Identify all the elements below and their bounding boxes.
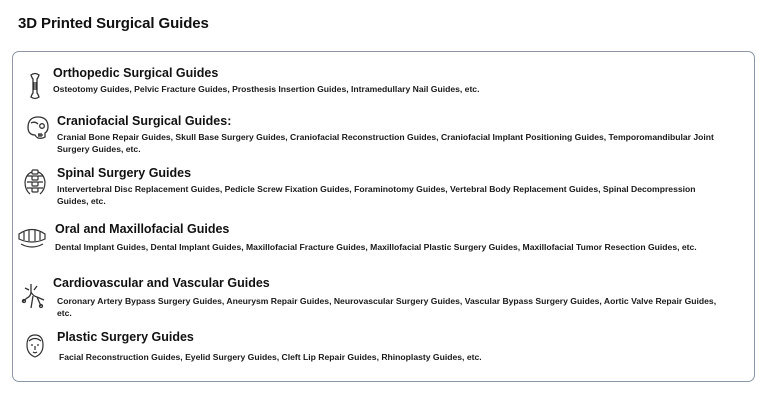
teeth-icon [17,224,47,252]
category-heading: Plastic Surgery Guides [57,330,194,344]
guides-panel [12,51,755,382]
face-icon [23,332,47,360]
bone-icon [23,72,47,100]
category-heading: Cardiovascular and Vascular Guides [53,276,270,290]
category-heading: Oral and Maxillofacial Guides [55,222,230,236]
page-title: 3D Printed Surgical Guides [18,15,209,32]
category-description: Facial Reconstruction Guides, Eyelid Surgery Guides, Cleft Lip Repair Guides, Rhinoplasty Guides, etc. [59,352,482,362]
blood-vessel-icon [19,282,47,310]
category-description: Intervertebral Disc Replacement Guides, Pedicle Screw Fixation Guides, Foraminotomy Guides, Vertebral Body Replacement Guides, Spinal Decompression Guides, etc. [57,184,696,206]
category-description: Osteotomy Guides, Pelvic Fracture Guides, Prosthesis Insertion Guides, Intramedullary Nail Guides, etc. [53,84,480,94]
category-heading: Orthopedic Surgical Guides [53,66,219,80]
spine-icon [23,168,47,196]
category-description: Cranial Bone Repair Guides, Skull Base Surgery Guides, Craniofacial Reconstruction Guides, Craniofacial Implant Positioning Guides, Temporomandibular Joint Surgery Guides, etc. [57,132,714,154]
skull-icon [23,114,51,142]
category-heading: Spinal Surgery Guides [57,166,192,180]
category-description: Coronary Artery Bypass Surgery Guides, Aneurysm Repair Guides, Neurovascular Surgery Guides, Vascular Bypass Surgery Guides, Aortic Valve Repair Guides, etc. [57,296,717,318]
category-description: Dental Implant Guides, Dental Implant Guides, Maxillofacial Fracture Guides, Maxillofacial Plastic Surgery Guides, Maxillofacial Tumor Resection Guides, etc. [55,242,697,252]
category-heading: Craniofacial Surgical Guides: [57,114,232,128]
